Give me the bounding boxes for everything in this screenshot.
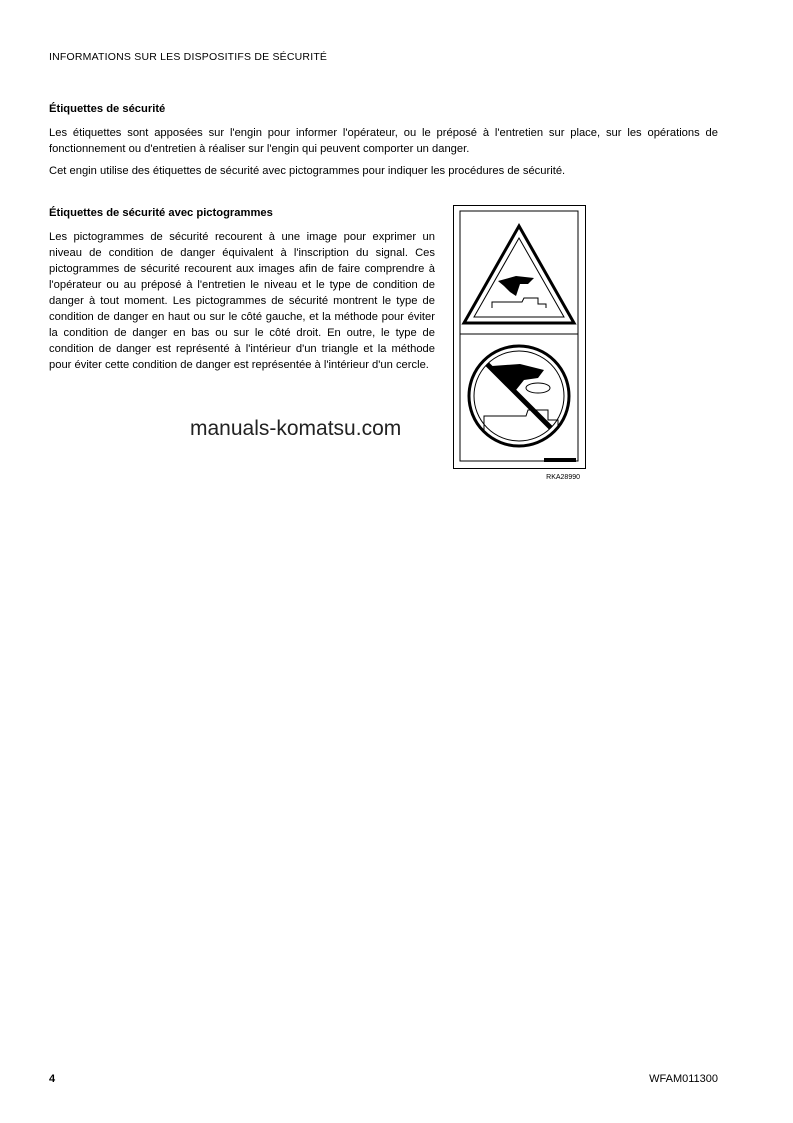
paragraph: Les étiquettes sont apposées sur l'engin pour informer l'opérateur, ou le préposé à l'entretien sur place, sur les opérations de fonctionnement ou d'entretien à réaliser sur l'engin qui peuvent comporter un danger.: [49, 127, 718, 155]
paragraph: Cet engin utilise des étiquettes de sécurité avec pictogrammes pour indiquer les procédures de sécurité.: [49, 165, 566, 177]
warning-triangle-icon: [464, 226, 574, 323]
document-code: WFAM011300: [649, 1073, 718, 1085]
paragraph: Les pictogrammes de sécurité recourent à une image pour exprimer un niveau de condition de danger équivalent à l'inscription du signal. Ces pictogrammes de sécurité recourent aux images afin de faire comprendre à l'opérateur ou au préposé à l'entretien le niveau et le type de condition de danger à tout moment. Les pictogrammes de sécurité montrent le type de condition de danger en haut ou sur le côté gauche, et la méthode pour éviter la condition de danger en bas ou sur le côté droit. En outre, le type de condition de danger est représenté à l'intérieur d'un triangle et la méthode pour éviter cette condition de danger est représentée à l'intérieur d'un cercle.: [49, 231, 435, 371]
safety-label-figure: [453, 205, 586, 469]
section-heading-pictograms: Étiquettes de sécurité avec pictogrammes: [49, 207, 273, 219]
page-number: 4: [49, 1073, 56, 1085]
watermark: manuals-komatsu.com: [190, 417, 402, 440]
running-header: INFORMATIONS SUR LES DISPOSITIFS DE SÉCURITÉ: [49, 51, 328, 63]
figure-code: RKA28990: [546, 474, 580, 481]
prohibition-circle-icon: [469, 346, 569, 446]
section-heading-safety-labels: Étiquettes de sécurité: [49, 103, 166, 115]
